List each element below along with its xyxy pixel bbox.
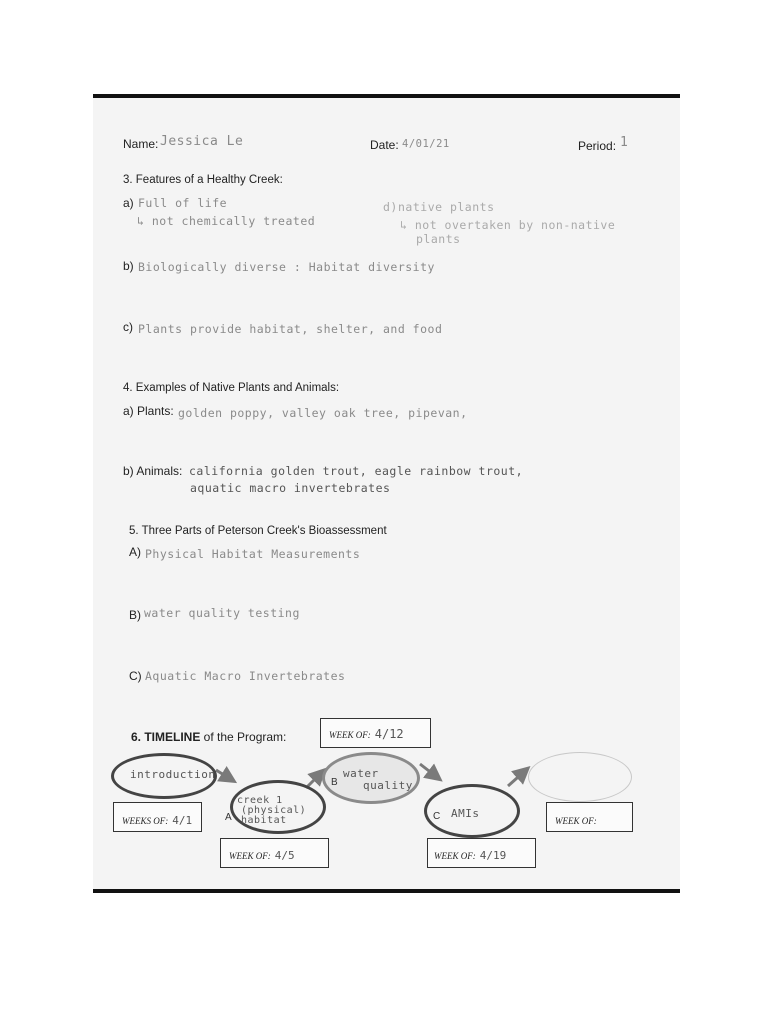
name-label: Name: bbox=[123, 137, 159, 151]
node-a-letter: A bbox=[225, 812, 232, 823]
feature-d-subnote-2: plants bbox=[416, 232, 461, 246]
node-a-text-2: (physical) bbox=[241, 805, 307, 816]
feature-a-text: Full of life bbox=[138, 196, 228, 210]
node-intro-text: introduction bbox=[130, 768, 216, 781]
feature-d-text: native plants bbox=[398, 200, 495, 214]
week-box-1-label: WEEKS OF: bbox=[122, 816, 169, 826]
section-5-heading: 5. Three Parts of Peterson Creek's Bioassessment bbox=[129, 525, 387, 537]
week-box-4 bbox=[427, 838, 536, 868]
section-3-heading: 3. Features of a Healthy Creek: bbox=[123, 174, 283, 186]
timeline-node-introduction bbox=[111, 753, 217, 799]
feature-a-subnote: ↳ not chemically treated bbox=[137, 214, 316, 228]
section-6-heading-rest: of the Program: bbox=[200, 730, 287, 744]
week-box-2 bbox=[220, 838, 329, 868]
timeline-node-a bbox=[230, 780, 326, 834]
period-label: Period: bbox=[578, 139, 617, 153]
week-box-5-content bbox=[555, 811, 601, 829]
node-c-text: AMIs bbox=[451, 807, 480, 820]
week-box-2-value: 4/5 bbox=[274, 849, 295, 862]
week-box-1 bbox=[113, 802, 202, 832]
part-c-text: Aquatic Macro Invertebrates bbox=[145, 669, 346, 683]
node-c-letter: C bbox=[433, 811, 441, 822]
node-b-letter: B bbox=[331, 777, 338, 788]
plants-label: a) Plants: bbox=[123, 404, 174, 418]
week-box-2-content bbox=[229, 846, 295, 864]
week-box-4-value: 4/19 bbox=[479, 849, 507, 862]
feature-b-label: b) bbox=[123, 259, 134, 273]
part-a-text: Physical Habitat Measurements bbox=[145, 547, 361, 561]
node-a-text-3: habitat bbox=[241, 815, 287, 826]
feature-b-text: Biologically diverse : Habitat diversity bbox=[138, 260, 435, 274]
part-a-label: A) bbox=[129, 545, 141, 559]
feature-d-label: d) bbox=[383, 200, 398, 214]
date-label: Date: bbox=[370, 138, 399, 152]
node-a-text-1: creek 1 bbox=[237, 795, 283, 806]
period-value: 1 bbox=[620, 135, 629, 150]
week-box-3 bbox=[320, 718, 431, 748]
arrow-b-to-c bbox=[420, 764, 438, 778]
timeline-node-c bbox=[424, 784, 520, 838]
arrow-intro-to-a bbox=[216, 770, 232, 780]
animals-label: b) Animals: bbox=[123, 464, 183, 478]
week-box-3-content bbox=[329, 725, 404, 743]
section-4-heading: 4. Examples of Native Plants and Animals: bbox=[123, 382, 340, 394]
week-box-2-label: WEEK OF: bbox=[229, 851, 271, 861]
week-box-5-label: WEEK OF: bbox=[555, 816, 597, 826]
part-b-label: B) bbox=[129, 608, 141, 622]
animals-text-2: aquatic macro invertebrates bbox=[190, 481, 391, 495]
section-6-heading-bold: 6. TIMELINE bbox=[131, 730, 201, 744]
arrow-c-to-end bbox=[508, 770, 526, 786]
date-value: 4/01/21 bbox=[402, 138, 450, 150]
part-c-label: C) bbox=[129, 669, 142, 683]
part-b-text: water quality testing bbox=[144, 606, 300, 620]
week-box-4-label: WEEK OF: bbox=[434, 851, 476, 861]
week-box-1-content bbox=[122, 811, 192, 829]
timeline-node-b bbox=[322, 752, 420, 804]
feature-c-label: c) bbox=[123, 320, 133, 334]
week-box-3-value: 4/12 bbox=[374, 727, 404, 741]
plants-text: golden poppy, valley oak tree, pipevan, bbox=[178, 406, 468, 420]
feature-a-label: a) bbox=[123, 196, 134, 210]
feature-c-text: Plants provide habitat, shelter, and food bbox=[138, 322, 443, 336]
node-b-text-1: water bbox=[343, 767, 379, 780]
week-box-5 bbox=[546, 802, 633, 832]
week-box-3-label: WEEK OF: bbox=[329, 730, 371, 740]
timeline-node-empty bbox=[528, 752, 632, 802]
animals-text-1: california golden trout, eagle rainbow trout, bbox=[189, 464, 524, 478]
name-value: Jessica Le bbox=[160, 134, 244, 149]
feature-d-subnote-1: ↳ not overtaken by non-native bbox=[400, 218, 616, 232]
week-box-1-value: 4/1 bbox=[172, 814, 193, 827]
node-b-text-2: quality bbox=[363, 779, 413, 792]
week-box-4-content bbox=[434, 846, 506, 864]
